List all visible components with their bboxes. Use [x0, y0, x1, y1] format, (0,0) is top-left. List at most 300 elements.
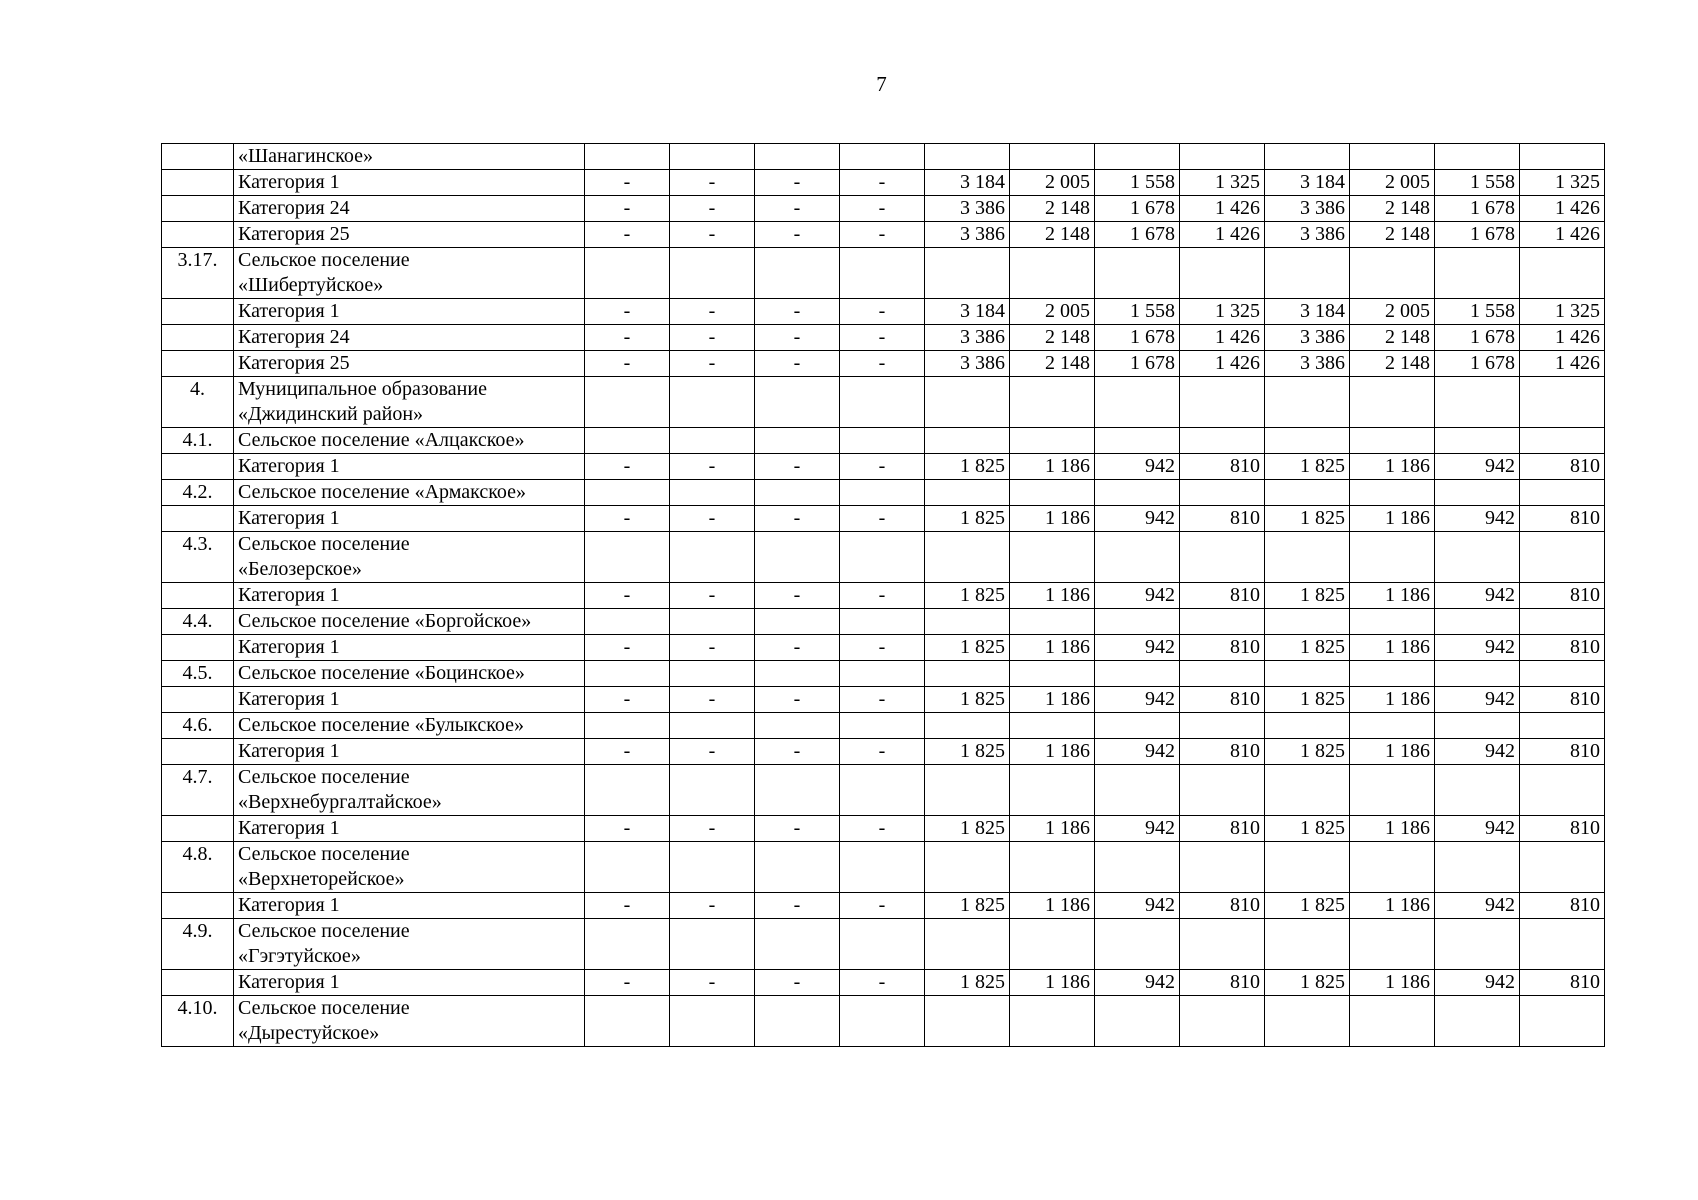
- tariff-value: 1 558: [1095, 299, 1180, 325]
- empty-cell: [585, 377, 670, 428]
- empty-cell: [1435, 842, 1520, 893]
- empty-cell: [1435, 248, 1520, 299]
- section-row: [162, 377, 1605, 428]
- tariff-value: -: [670, 196, 755, 222]
- tariff-value: 942: [1435, 583, 1520, 609]
- empty-cell: [755, 842, 840, 893]
- empty-cell: [1520, 480, 1605, 506]
- tariff-value: 3 184: [1265, 299, 1350, 325]
- tariff-value: -: [755, 687, 840, 713]
- row-number: [162, 351, 234, 377]
- empty-cell: [925, 480, 1010, 506]
- empty-cell: [755, 480, 840, 506]
- tariff-value: 1 825: [1265, 454, 1350, 480]
- tariff-value: 1 186: [1010, 454, 1095, 480]
- empty-cell: [585, 765, 670, 816]
- empty-cell: [1010, 609, 1095, 635]
- empty-cell: [925, 996, 1010, 1047]
- tariff-value: 1 678: [1435, 222, 1520, 248]
- tariff-value: 942: [1435, 970, 1520, 996]
- empty-cell: [1180, 428, 1265, 454]
- tariff-value: 942: [1435, 635, 1520, 661]
- tariff-value: 2 005: [1350, 299, 1435, 325]
- category-name: Категория 25: [234, 222, 585, 248]
- category-name: Категория 24: [234, 196, 585, 222]
- tariff-value: -: [840, 170, 925, 196]
- tariff-value: 810: [1180, 970, 1265, 996]
- tariff-value: 1 678: [1095, 325, 1180, 351]
- tariff-value: 942: [1095, 583, 1180, 609]
- empty-cell: [1010, 765, 1095, 816]
- empty-cell: [925, 842, 1010, 893]
- empty-cell: [1520, 765, 1605, 816]
- empty-cell: [840, 609, 925, 635]
- empty-cell: [1265, 532, 1350, 583]
- tariff-value: 1 825: [925, 970, 1010, 996]
- tariff-value: 3 386: [1265, 325, 1350, 351]
- tariff-value: 1 825: [925, 687, 1010, 713]
- empty-cell: [1265, 996, 1350, 1047]
- tariff-value: 1 825: [1265, 816, 1350, 842]
- row-number: [162, 816, 234, 842]
- table-row: [162, 222, 1605, 248]
- row-number: [162, 222, 234, 248]
- empty-cell: [1180, 377, 1265, 428]
- empty-cell: [1010, 532, 1095, 583]
- empty-cell: [1520, 996, 1605, 1047]
- tariff-value: 942: [1095, 454, 1180, 480]
- tariff-value: 1 325: [1180, 170, 1265, 196]
- empty-cell: [1520, 377, 1605, 428]
- empty-cell: [670, 765, 755, 816]
- tariff-value: 1 825: [1265, 739, 1350, 765]
- empty-cell: [670, 713, 755, 739]
- row-number: [162, 739, 234, 765]
- empty-cell: [1520, 842, 1605, 893]
- tariff-value: 810: [1180, 583, 1265, 609]
- category-name: Категория 1: [234, 816, 585, 842]
- tariff-value: -: [840, 970, 925, 996]
- empty-cell: [840, 377, 925, 428]
- tariff-value: -: [840, 583, 925, 609]
- tariff-value: 3 386: [925, 351, 1010, 377]
- tariff-value: 1 825: [1265, 583, 1350, 609]
- empty-cell: [1010, 480, 1095, 506]
- tariff-value: 1 186: [1010, 583, 1095, 609]
- empty-cell: [925, 713, 1010, 739]
- row-number: 4.8.: [162, 842, 234, 893]
- empty-cell: [840, 428, 925, 454]
- tariff-value: 2 005: [1010, 170, 1095, 196]
- empty-cell: [1265, 144, 1350, 170]
- tariff-value: 810: [1520, 454, 1605, 480]
- empty-cell: [670, 996, 755, 1047]
- tariff-value: 3 184: [925, 299, 1010, 325]
- empty-cell: [1095, 532, 1180, 583]
- section-row: [162, 661, 1605, 687]
- empty-cell: [1350, 996, 1435, 1047]
- tariff-value: -: [585, 583, 670, 609]
- empty-cell: [1010, 842, 1095, 893]
- tariff-value: -: [585, 739, 670, 765]
- settlement-name: Сельское поселение «Алцакское»: [234, 428, 585, 454]
- empty-cell: [1180, 996, 1265, 1047]
- empty-cell: [670, 842, 755, 893]
- tariff-value: -: [585, 687, 670, 713]
- empty-cell: [1350, 713, 1435, 739]
- empty-cell: [755, 144, 840, 170]
- tariff-value: 1 186: [1350, 583, 1435, 609]
- empty-cell: [670, 480, 755, 506]
- tariff-value: 1 426: [1520, 351, 1605, 377]
- tariff-value: -: [585, 299, 670, 325]
- empty-cell: [1265, 609, 1350, 635]
- settlement-name: Сельское поселение «Дырестуйское»: [234, 996, 585, 1047]
- empty-cell: [1435, 661, 1520, 687]
- empty-cell: [1095, 919, 1180, 970]
- empty-cell: [1350, 144, 1435, 170]
- tariff-value: 810: [1180, 687, 1265, 713]
- empty-cell: [1180, 248, 1265, 299]
- tariff-value: 1 186: [1010, 739, 1095, 765]
- row-number: 4.1.: [162, 428, 234, 454]
- section-row: [162, 765, 1605, 816]
- empty-cell: [1010, 996, 1095, 1047]
- page-number: 7: [876, 72, 887, 96]
- empty-cell: [1095, 428, 1180, 454]
- tariff-value: 1 678: [1095, 222, 1180, 248]
- empty-cell: [670, 428, 755, 454]
- settlement-name: Сельское поселение «Булыкское»: [234, 713, 585, 739]
- tariff-value: 1 426: [1180, 325, 1265, 351]
- tariff-value: 810: [1520, 506, 1605, 532]
- empty-cell: [585, 609, 670, 635]
- empty-cell: [755, 532, 840, 583]
- tariff-value: 810: [1520, 583, 1605, 609]
- empty-cell: [755, 919, 840, 970]
- tariff-value: 1 186: [1010, 635, 1095, 661]
- settlement-name: Сельское поселение «Боцинское»: [234, 661, 585, 687]
- empty-cell: [925, 609, 1010, 635]
- empty-cell: [1350, 480, 1435, 506]
- empty-cell: [1350, 248, 1435, 299]
- empty-cell: [1010, 377, 1095, 428]
- tariff-value: 2 148: [1010, 325, 1095, 351]
- category-name: Категория 24: [234, 325, 585, 351]
- settlement-name: Сельское поселение «Верхнебургалтайское»: [234, 765, 585, 816]
- tariff-value: 1 825: [925, 635, 1010, 661]
- tariff-value: 1 825: [1265, 687, 1350, 713]
- empty-cell: [1520, 609, 1605, 635]
- empty-cell: [1010, 144, 1095, 170]
- empty-cell: [1265, 377, 1350, 428]
- tariff-value: 1 825: [925, 893, 1010, 919]
- tariff-value: -: [755, 454, 840, 480]
- empty-cell: [1095, 996, 1180, 1047]
- empty-cell: [925, 377, 1010, 428]
- tariff-value: -: [755, 583, 840, 609]
- row-number: 4.: [162, 377, 234, 428]
- empty-cell: [1520, 248, 1605, 299]
- empty-cell: [1095, 842, 1180, 893]
- tariff-value: 1 678: [1095, 351, 1180, 377]
- table-row: [162, 583, 1605, 609]
- row-number: 3.17.: [162, 248, 234, 299]
- tariff-value: 810: [1520, 816, 1605, 842]
- tariff-value: 1 325: [1180, 299, 1265, 325]
- tariff-value: 1 558: [1435, 170, 1520, 196]
- settlement-name: Сельское поселение «Шибертуйское»: [234, 248, 585, 299]
- category-name: Категория 25: [234, 351, 585, 377]
- category-name: Категория 1: [234, 739, 585, 765]
- empty-cell: [925, 248, 1010, 299]
- empty-cell: [1265, 919, 1350, 970]
- tariff-value: -: [755, 893, 840, 919]
- empty-cell: [755, 996, 840, 1047]
- empty-cell: [1010, 713, 1095, 739]
- tariff-value: 2 005: [1010, 299, 1095, 325]
- tariff-value: -: [585, 325, 670, 351]
- tariff-value: 810: [1520, 687, 1605, 713]
- empty-cell: [670, 377, 755, 428]
- empty-cell: [1350, 609, 1435, 635]
- empty-cell: [1095, 661, 1180, 687]
- table-row: [162, 196, 1605, 222]
- empty-cell: [840, 713, 925, 739]
- section-row: [162, 713, 1605, 739]
- tariff-value: 1 426: [1180, 351, 1265, 377]
- tariff-value: 810: [1180, 739, 1265, 765]
- category-name: Категория 1: [234, 299, 585, 325]
- tariff-value: -: [670, 687, 755, 713]
- empty-cell: [585, 532, 670, 583]
- row-number: 4.3.: [162, 532, 234, 583]
- empty-cell: [925, 765, 1010, 816]
- tariff-value: 942: [1435, 454, 1520, 480]
- tariff-value: 3 184: [1265, 170, 1350, 196]
- empty-cell: [925, 144, 1010, 170]
- empty-cell: [925, 661, 1010, 687]
- tariff-value: 3 386: [925, 222, 1010, 248]
- empty-cell: [1180, 919, 1265, 970]
- tariff-value: -: [755, 739, 840, 765]
- empty-cell: [840, 996, 925, 1047]
- empty-cell: [1435, 428, 1520, 454]
- tariff-value: -: [840, 351, 925, 377]
- tariff-value: 1 558: [1095, 170, 1180, 196]
- row-number: [162, 325, 234, 351]
- settlement-name: Сельское поселение «Гэгэтуйское»: [234, 919, 585, 970]
- tariff-value: 3 386: [1265, 351, 1350, 377]
- tariff-value: -: [840, 739, 925, 765]
- tariff-value: -: [755, 325, 840, 351]
- tariff-value: -: [840, 299, 925, 325]
- tariff-value: 1 325: [1520, 299, 1605, 325]
- row-number: 4.5.: [162, 661, 234, 687]
- tariff-value: -: [670, 583, 755, 609]
- tariff-value: 810: [1520, 739, 1605, 765]
- empty-cell: [1095, 609, 1180, 635]
- settlement-name: Сельское поселение «Армакское»: [234, 480, 585, 506]
- table-body: [162, 144, 1605, 1047]
- tariff-value: 810: [1520, 970, 1605, 996]
- empty-cell: [755, 428, 840, 454]
- empty-cell: [755, 765, 840, 816]
- tariff-value: -: [585, 816, 670, 842]
- empty-cell: [925, 428, 1010, 454]
- empty-cell: [1520, 532, 1605, 583]
- empty-cell: [585, 428, 670, 454]
- tariff-value: -: [670, 299, 755, 325]
- empty-cell: [670, 144, 755, 170]
- tariff-value: 810: [1180, 635, 1265, 661]
- section-row: [162, 144, 1605, 170]
- table-row: [162, 325, 1605, 351]
- tariff-value: -: [755, 816, 840, 842]
- tariff-value: 1 825: [925, 506, 1010, 532]
- tariff-value: 1 186: [1010, 506, 1095, 532]
- empty-cell: [585, 480, 670, 506]
- tariff-value: 1 186: [1350, 970, 1435, 996]
- tariff-value: 942: [1435, 687, 1520, 713]
- tariff-value: -: [840, 893, 925, 919]
- empty-cell: [1435, 996, 1520, 1047]
- empty-cell: [1095, 377, 1180, 428]
- tariff-value: 1 186: [1010, 816, 1095, 842]
- tariff-value: -: [585, 970, 670, 996]
- tariff-value: 2 148: [1350, 351, 1435, 377]
- tariff-value: 3 184: [925, 170, 1010, 196]
- empty-cell: [585, 842, 670, 893]
- table-row: [162, 739, 1605, 765]
- tariff-value: 1 825: [1265, 506, 1350, 532]
- tariff-value: 1 825: [925, 454, 1010, 480]
- row-number: [162, 170, 234, 196]
- tariff-value: 1 426: [1520, 196, 1605, 222]
- tariff-value: 810: [1180, 893, 1265, 919]
- empty-cell: [585, 144, 670, 170]
- tariff-value: -: [670, 635, 755, 661]
- table-row: [162, 506, 1605, 532]
- tariff-value: 1 825: [1265, 970, 1350, 996]
- tariff-table: [161, 143, 1605, 1047]
- tariff-value: 1 825: [925, 583, 1010, 609]
- tariff-value: 2 148: [1010, 222, 1095, 248]
- empty-cell: [1435, 713, 1520, 739]
- empty-cell: [1435, 765, 1520, 816]
- tariff-value: -: [755, 170, 840, 196]
- empty-cell: [1010, 248, 1095, 299]
- tariff-value: -: [585, 454, 670, 480]
- row-number: 4.7.: [162, 765, 234, 816]
- category-name: Категория 1: [234, 454, 585, 480]
- tariff-value: -: [670, 222, 755, 248]
- empty-cell: [1180, 480, 1265, 506]
- empty-cell: [1350, 765, 1435, 816]
- section-row: [162, 609, 1605, 635]
- category-name: Категория 1: [234, 583, 585, 609]
- tariff-value: 810: [1180, 506, 1265, 532]
- empty-cell: [755, 661, 840, 687]
- tariff-value: 942: [1435, 739, 1520, 765]
- tariff-value: 2 148: [1350, 222, 1435, 248]
- tariff-value: 2 148: [1350, 325, 1435, 351]
- empty-cell: [1265, 480, 1350, 506]
- empty-cell: [585, 996, 670, 1047]
- empty-cell: [755, 248, 840, 299]
- tariff-value: 1 678: [1435, 196, 1520, 222]
- tariff-value: -: [670, 351, 755, 377]
- category-name: Категория 1: [234, 893, 585, 919]
- empty-cell: [585, 919, 670, 970]
- row-number: 4.9.: [162, 919, 234, 970]
- tariff-value: -: [670, 454, 755, 480]
- tariff-value: -: [585, 196, 670, 222]
- tariff-value: 942: [1095, 893, 1180, 919]
- tariff-value: -: [755, 506, 840, 532]
- empty-cell: [1095, 713, 1180, 739]
- empty-cell: [840, 661, 925, 687]
- tariff-value: -: [840, 687, 925, 713]
- empty-cell: [1010, 661, 1095, 687]
- empty-cell: [840, 480, 925, 506]
- tariff-value: 1 825: [925, 739, 1010, 765]
- row-number: [162, 687, 234, 713]
- tariff-value: 1 186: [1350, 739, 1435, 765]
- empty-cell: [1180, 532, 1265, 583]
- table-row: [162, 454, 1605, 480]
- table-row: [162, 816, 1605, 842]
- empty-cell: [1350, 532, 1435, 583]
- tariff-value: -: [670, 325, 755, 351]
- row-number: [162, 454, 234, 480]
- category-name: Категория 1: [234, 687, 585, 713]
- tariff-value: 2 148: [1350, 196, 1435, 222]
- tariff-value: -: [670, 893, 755, 919]
- tariff-value: -: [755, 351, 840, 377]
- empty-cell: [1350, 842, 1435, 893]
- empty-cell: [1520, 428, 1605, 454]
- empty-cell: [1180, 144, 1265, 170]
- empty-cell: [1095, 480, 1180, 506]
- tariff-value: -: [670, 506, 755, 532]
- tariff-value: 1 186: [1350, 635, 1435, 661]
- row-number: [162, 583, 234, 609]
- empty-cell: [1520, 661, 1605, 687]
- empty-cell: [1435, 532, 1520, 583]
- tariff-value: 1 678: [1095, 196, 1180, 222]
- empty-cell: [840, 248, 925, 299]
- tariff-value: 1 558: [1435, 299, 1520, 325]
- tariff-value: 942: [1095, 739, 1180, 765]
- section-row: [162, 532, 1605, 583]
- tariff-value: -: [755, 970, 840, 996]
- empty-cell: [1520, 919, 1605, 970]
- empty-cell: [1435, 144, 1520, 170]
- settlement-name: Муниципальное образование «Джидинский район»: [234, 377, 585, 428]
- empty-cell: [670, 248, 755, 299]
- tariff-value: -: [585, 506, 670, 532]
- empty-cell: [755, 713, 840, 739]
- settlement-name: Сельское поселение «Верхнеторейское»: [234, 842, 585, 893]
- tariff-value: 942: [1435, 893, 1520, 919]
- category-name: Категория 1: [234, 970, 585, 996]
- tariff-value: 942: [1435, 506, 1520, 532]
- empty-cell: [755, 609, 840, 635]
- tariff-value: -: [670, 816, 755, 842]
- tariff-value: -: [670, 739, 755, 765]
- tariff-value: 3 386: [1265, 222, 1350, 248]
